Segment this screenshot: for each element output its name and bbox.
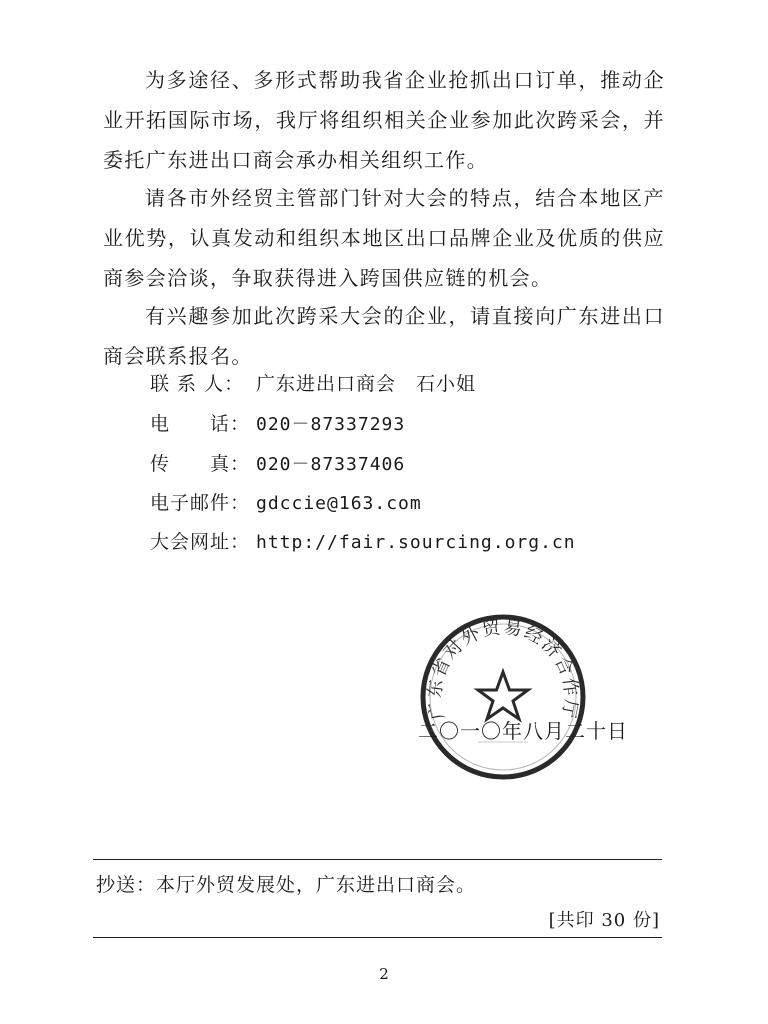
page-number: 2: [379, 965, 389, 983]
fax-row: [150, 444, 630, 484]
website-label: 大会网址：: [150, 531, 251, 553]
footer-rule-top: [93, 859, 662, 860]
email-row: [150, 483, 630, 523]
copies-count: [共印 30 份]: [548, 910, 660, 931]
body-paragraph-3: 有兴趣参加此次跨采大会的企业，请直接向广东进出口商会联系报名。: [103, 304, 665, 368]
contact-person-label: 联 系 人：: [150, 373, 245, 395]
website-row: [150, 522, 630, 562]
fax-label: 传 真：: [150, 453, 251, 475]
cc-line: 抄送：本厅外贸发展处，广东进出口商会。: [96, 874, 477, 896]
phone-row: [150, 404, 630, 444]
website-value: http://fair.sourcing.org.cn: [256, 532, 576, 553]
body-paragraph-1: 为多途径、多形式帮助我省企业抢抓出口订单，推动企业开拓国际市场，我厅将组织相关企业参加此次跨采会，并委托广东进出口商会承办相关组织工作。: [103, 68, 665, 172]
seal-star-icon: [478, 672, 528, 719]
email-value: gdccie@163.com: [256, 493, 422, 514]
fax-value: 020－87337406: [256, 454, 406, 475]
document-date: 二〇一〇年八月二十日: [418, 719, 628, 743]
phone-label: 电 话：: [150, 413, 251, 435]
official-seal: [418, 612, 588, 782]
phone-value: 020－87337293: [256, 414, 406, 435]
contact-person-row: [150, 364, 630, 404]
footer-rule-bottom: [93, 937, 662, 938]
svg-text:广东省对外贸易经济合作厅: 广东省对外贸易经济合作厅: [424, 617, 582, 722]
email-label: 电子邮件：: [150, 492, 251, 514]
body-paragraph-2: 请各市外经贸主管部门针对大会的特点，结合本地区产业优势，认真发动和组织本地区出口品牌企业及优质的供应商参会洽谈，争取获得进入跨国供应链的机会。: [103, 186, 665, 290]
contact-person-value: 广东进出口商会 石小姐: [256, 373, 477, 395]
